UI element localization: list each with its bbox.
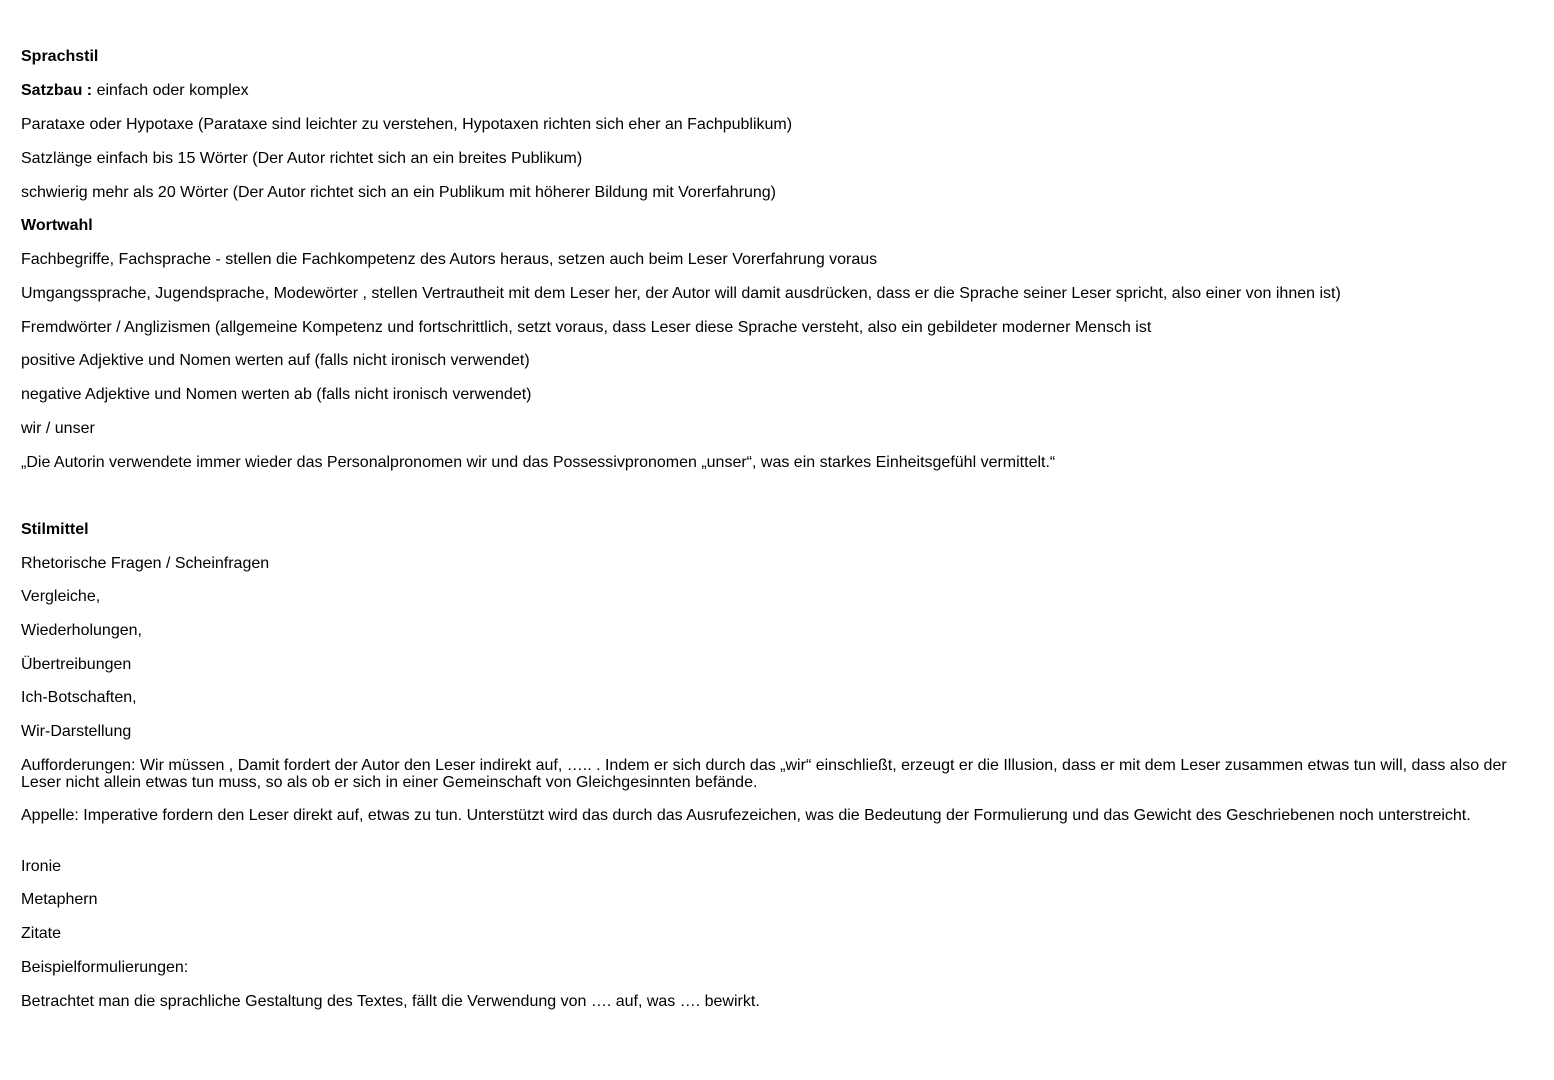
text-line: Zitate [21, 925, 62, 942]
quote-line: „Die Autorin verwendete immer wieder das Personalpronomen wir und das Possessivpronomen „unser“, was ein starkes Einheitsgefühl vermittelt.“ [21, 454, 1056, 471]
text-line: Rhetorische Fragen / Scheinfragen [21, 555, 270, 572]
heading-stilmittel: Stilmittel [21, 521, 89, 538]
heading-sprachstil: Sprachstil [21, 48, 99, 65]
appelle-paragraph: Appelle: Imperative fordern den Leser direkt auf, etwas zu tun. Unterstützt wird das durch das Ausrufezeichen, was die Bedeutung der Formulierung und das Gewicht des Geschriebenen noch unterstreicht. [21, 807, 1471, 824]
text-line: Vergleiche, [21, 588, 101, 605]
satzbau-label: Satzbau : [21, 82, 93, 99]
text-line: Betrachtet man die sprachliche Gestaltung des Textes, fällt die Verwendung von …. auf, was …. bewirkt. [21, 993, 760, 1010]
text-line: Fachbegriffe, Fachsprache - stellen die Fachkompetenz des Autors heraus, setzen auch beim Leser Vorerfahrung voraus [21, 251, 878, 268]
text-line: Ich-Botschaften, [21, 689, 137, 706]
text-line: negative Adjektive und Nomen werten ab (falls nicht ironisch verwendet) [21, 386, 532, 403]
satzbau-line [21, 80, 249, 102]
text-line: Ironie [21, 858, 62, 875]
text-line: positive Adjektive und Nomen werten auf (falls nicht ironisch verwendet) [21, 352, 530, 369]
text-line: Beispielformulierungen: [21, 959, 189, 976]
text-line: Metaphern [21, 891, 98, 908]
heading-wortwahl: Wortwahl [21, 217, 93, 234]
aufforderungen-paragraph: Aufforderungen: Wir müssen , Damit fordert der Autor den Leser indirekt auf, ….. . Indem er sich durch das „wir“ einschließt, erzeugt er die Illusion, dass er mit dem Leser zusammen etwas tun will, dass also der Leser nicht allein etwas tun muss, so als ob er sich in einer Gemeinschaft von Gleichgesinnten befände. [21, 757, 1507, 791]
text-line: Wiederholungen, [21, 622, 142, 639]
text-line: Umgangssprache, Jugendsprache, Modewörter , stellen Vertrautheit mit dem Leser her, der Autor will damit ausdrücken, dass er die Sprache seiner Leser spricht, also einer von ihnen ist) [21, 285, 1341, 302]
text-line: Wir-Darstellung [21, 723, 132, 740]
text-line: wir / unser [21, 420, 95, 437]
text-line: Satzlänge einfach bis 15 Wörter (Der Autor richtet sich an ein breites Publikum) [21, 150, 583, 167]
satzbau-text: einfach oder komplex [92, 82, 249, 99]
text-line: Übertreibungen [21, 656, 132, 673]
text-line: schwierig mehr als 20 Wörter (Der Autor richtet sich an ein Publikum mit höherer Bildung mit Vorerfahrung) [21, 184, 776, 201]
text-line: Fremdwörter / Anglizismen (allgemeine Kompetenz und fortschrittlich, setzt voraus, dass Leser diese Sprache versteht, also ein gebildeter moderner Mensch ist [21, 319, 1152, 336]
text-line: Parataxe oder Hypotaxe (Parataxe sind leichter zu verstehen, Hypotaxen richten sich eher an Fachpublikum) [21, 116, 793, 133]
